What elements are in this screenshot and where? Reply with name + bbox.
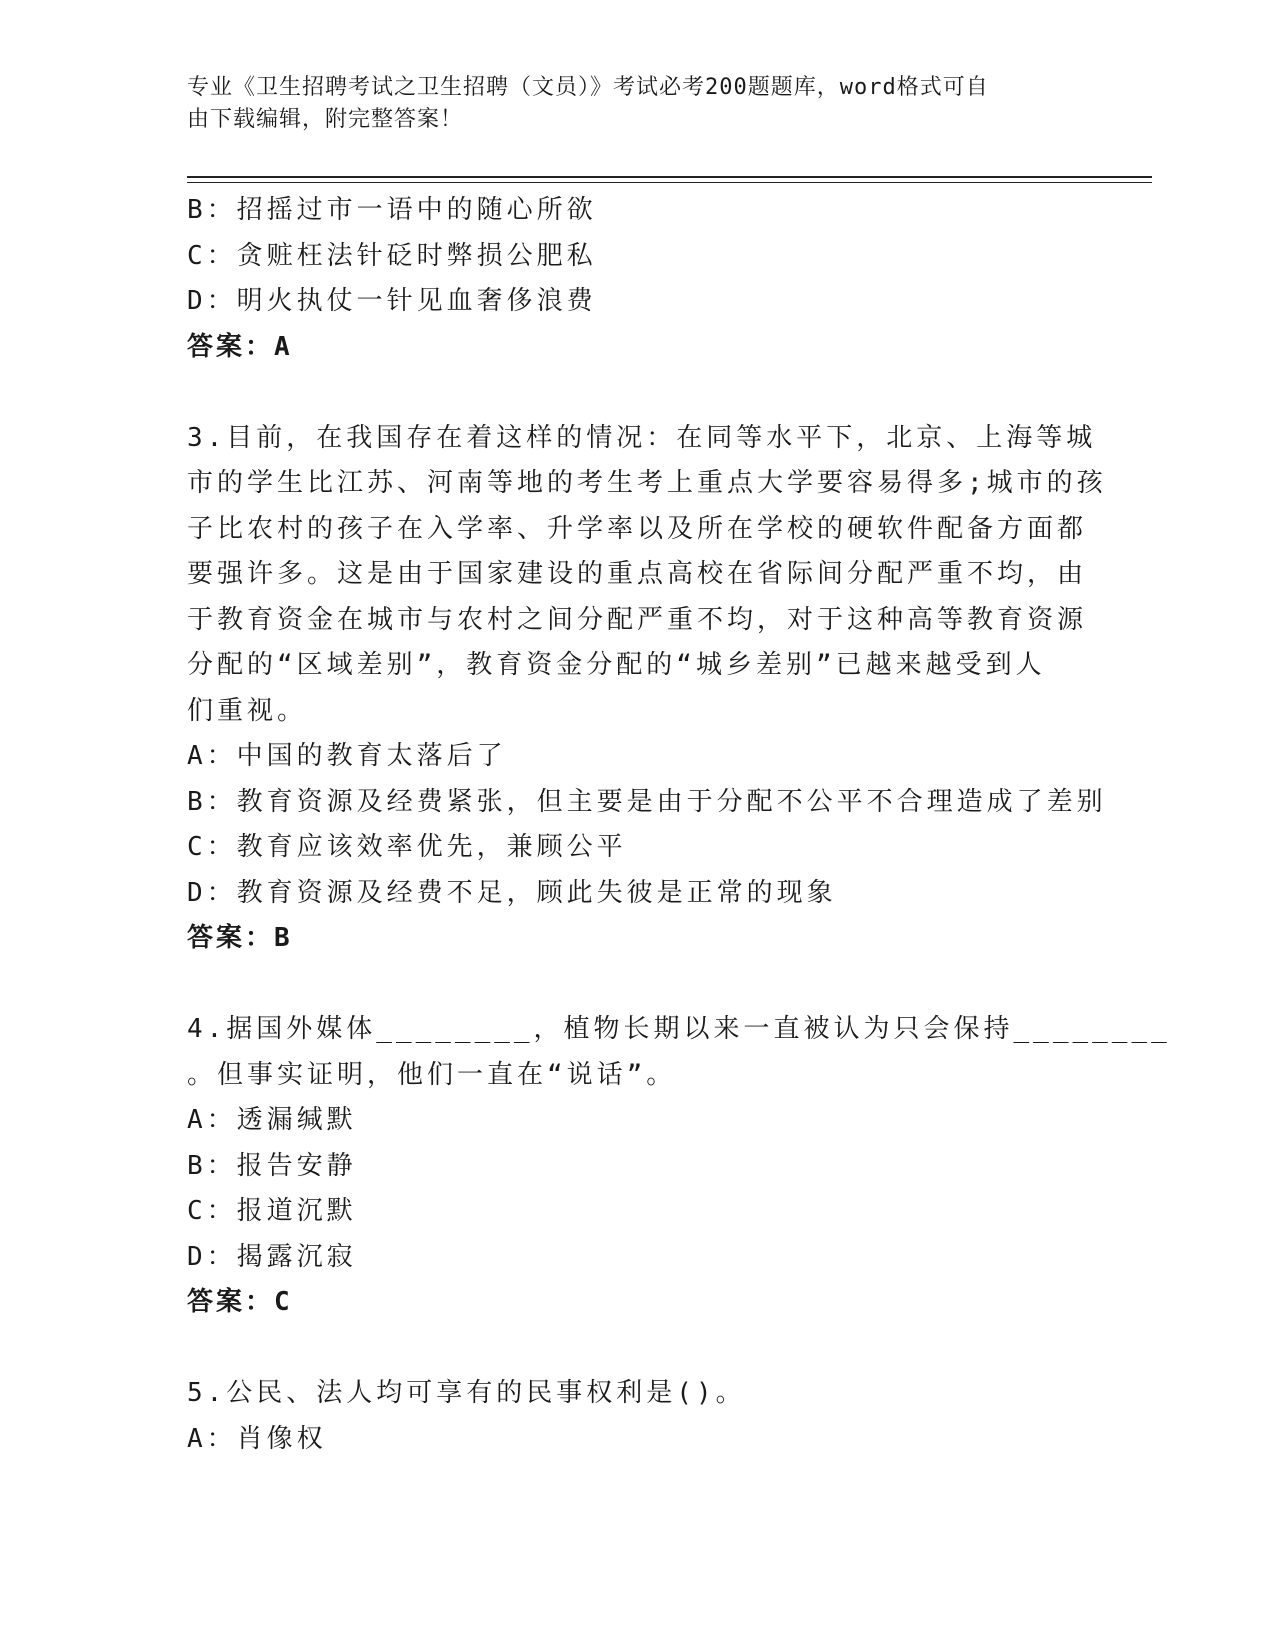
spacer: [187, 1326, 1087, 1372]
spacer: [187, 962, 1087, 1008]
stem-line: 3.目前，在我国存在着这样的情况：在同等水平下，北京、上海等城: [187, 422, 1097, 453]
question-list: [187, 188, 1171, 1462]
question-2-answer: 答案：A: [187, 331, 293, 362]
option-b: B：报告安静: [187, 1150, 357, 1181]
header-divider-thin: [187, 182, 1152, 183]
question-2-options: [187, 188, 1087, 325]
option-b: B：教育资源及经费紧张，但主要是由于分配不公平不合理造成了差别: [187, 786, 1107, 817]
option-d: D：教育资源及经费不足，顾此失彼是正常的现象: [187, 877, 837, 908]
option-d: D：揭露沉寂: [187, 1241, 357, 1272]
question-3-stem: [187, 416, 1107, 735]
stem-line: 4.据国外媒体________，植物长期以来一直被认为只会保持________: [187, 1014, 1171, 1044]
spacer: [187, 370, 1087, 416]
stem-line: 要强许多。这是由于国家建设的重点高校在省际间分配严重不均，由: [187, 559, 1088, 589]
question-4: [187, 1007, 1171, 1326]
stem-line: 们重视。: [187, 695, 308, 726]
option-c: C：报道沉默: [187, 1196, 357, 1226]
stem-line: 子比农村的孩子在入学率、升学率以及所在学校的硬软件配备方面都: [187, 513, 1088, 544]
stem-line: 。但事实证明，他们一直在“说话”。: [187, 1059, 677, 1090]
question-4-answer: 答案：C: [187, 1287, 293, 1317]
header-line-2: 由下载编辑，附完整答案！: [187, 107, 464, 132]
option-a: A：肖像权: [187, 1423, 327, 1454]
header-divider-thick: [187, 176, 1152, 178]
question-3: [187, 416, 1107, 962]
option-a: A：中国的教育太落后了: [187, 741, 507, 771]
document-header: [187, 72, 1067, 136]
stem-line: 于教育资金在城市与农村之间分配严重不均，对于这种高等教育资源: [187, 604, 1088, 635]
option-a: A：透漏缄默: [187, 1105, 357, 1135]
header-line-1: 专业《卫生招聘考试之卫生招聘（文员）》考试必考200题题库，word格式可自: [187, 75, 989, 100]
option-c: C：教育应该效率优先，兼顾公平: [187, 832, 627, 862]
option-b: B：招摇过市一语中的随心所欲: [187, 195, 597, 225]
stem-line: 5.公民、法人均可享有的民事权利是()。: [187, 1378, 746, 1408]
question-5: [187, 1371, 1087, 1462]
question-3-answer: 答案：B: [187, 923, 293, 953]
option-c: C：贪赃枉法针砭时弊损公肥私: [187, 240, 597, 271]
option-d: D：明火执仗一针见血奢侈浪费: [187, 286, 597, 316]
stem-line: 市的学生比江苏、河南等地的考生考上重点大学要容易得多;城市的孩: [187, 468, 1107, 498]
stem-line: 分配的“区域差别”，教育资金分配的“城乡差别”已越来越受到人: [187, 650, 1046, 680]
